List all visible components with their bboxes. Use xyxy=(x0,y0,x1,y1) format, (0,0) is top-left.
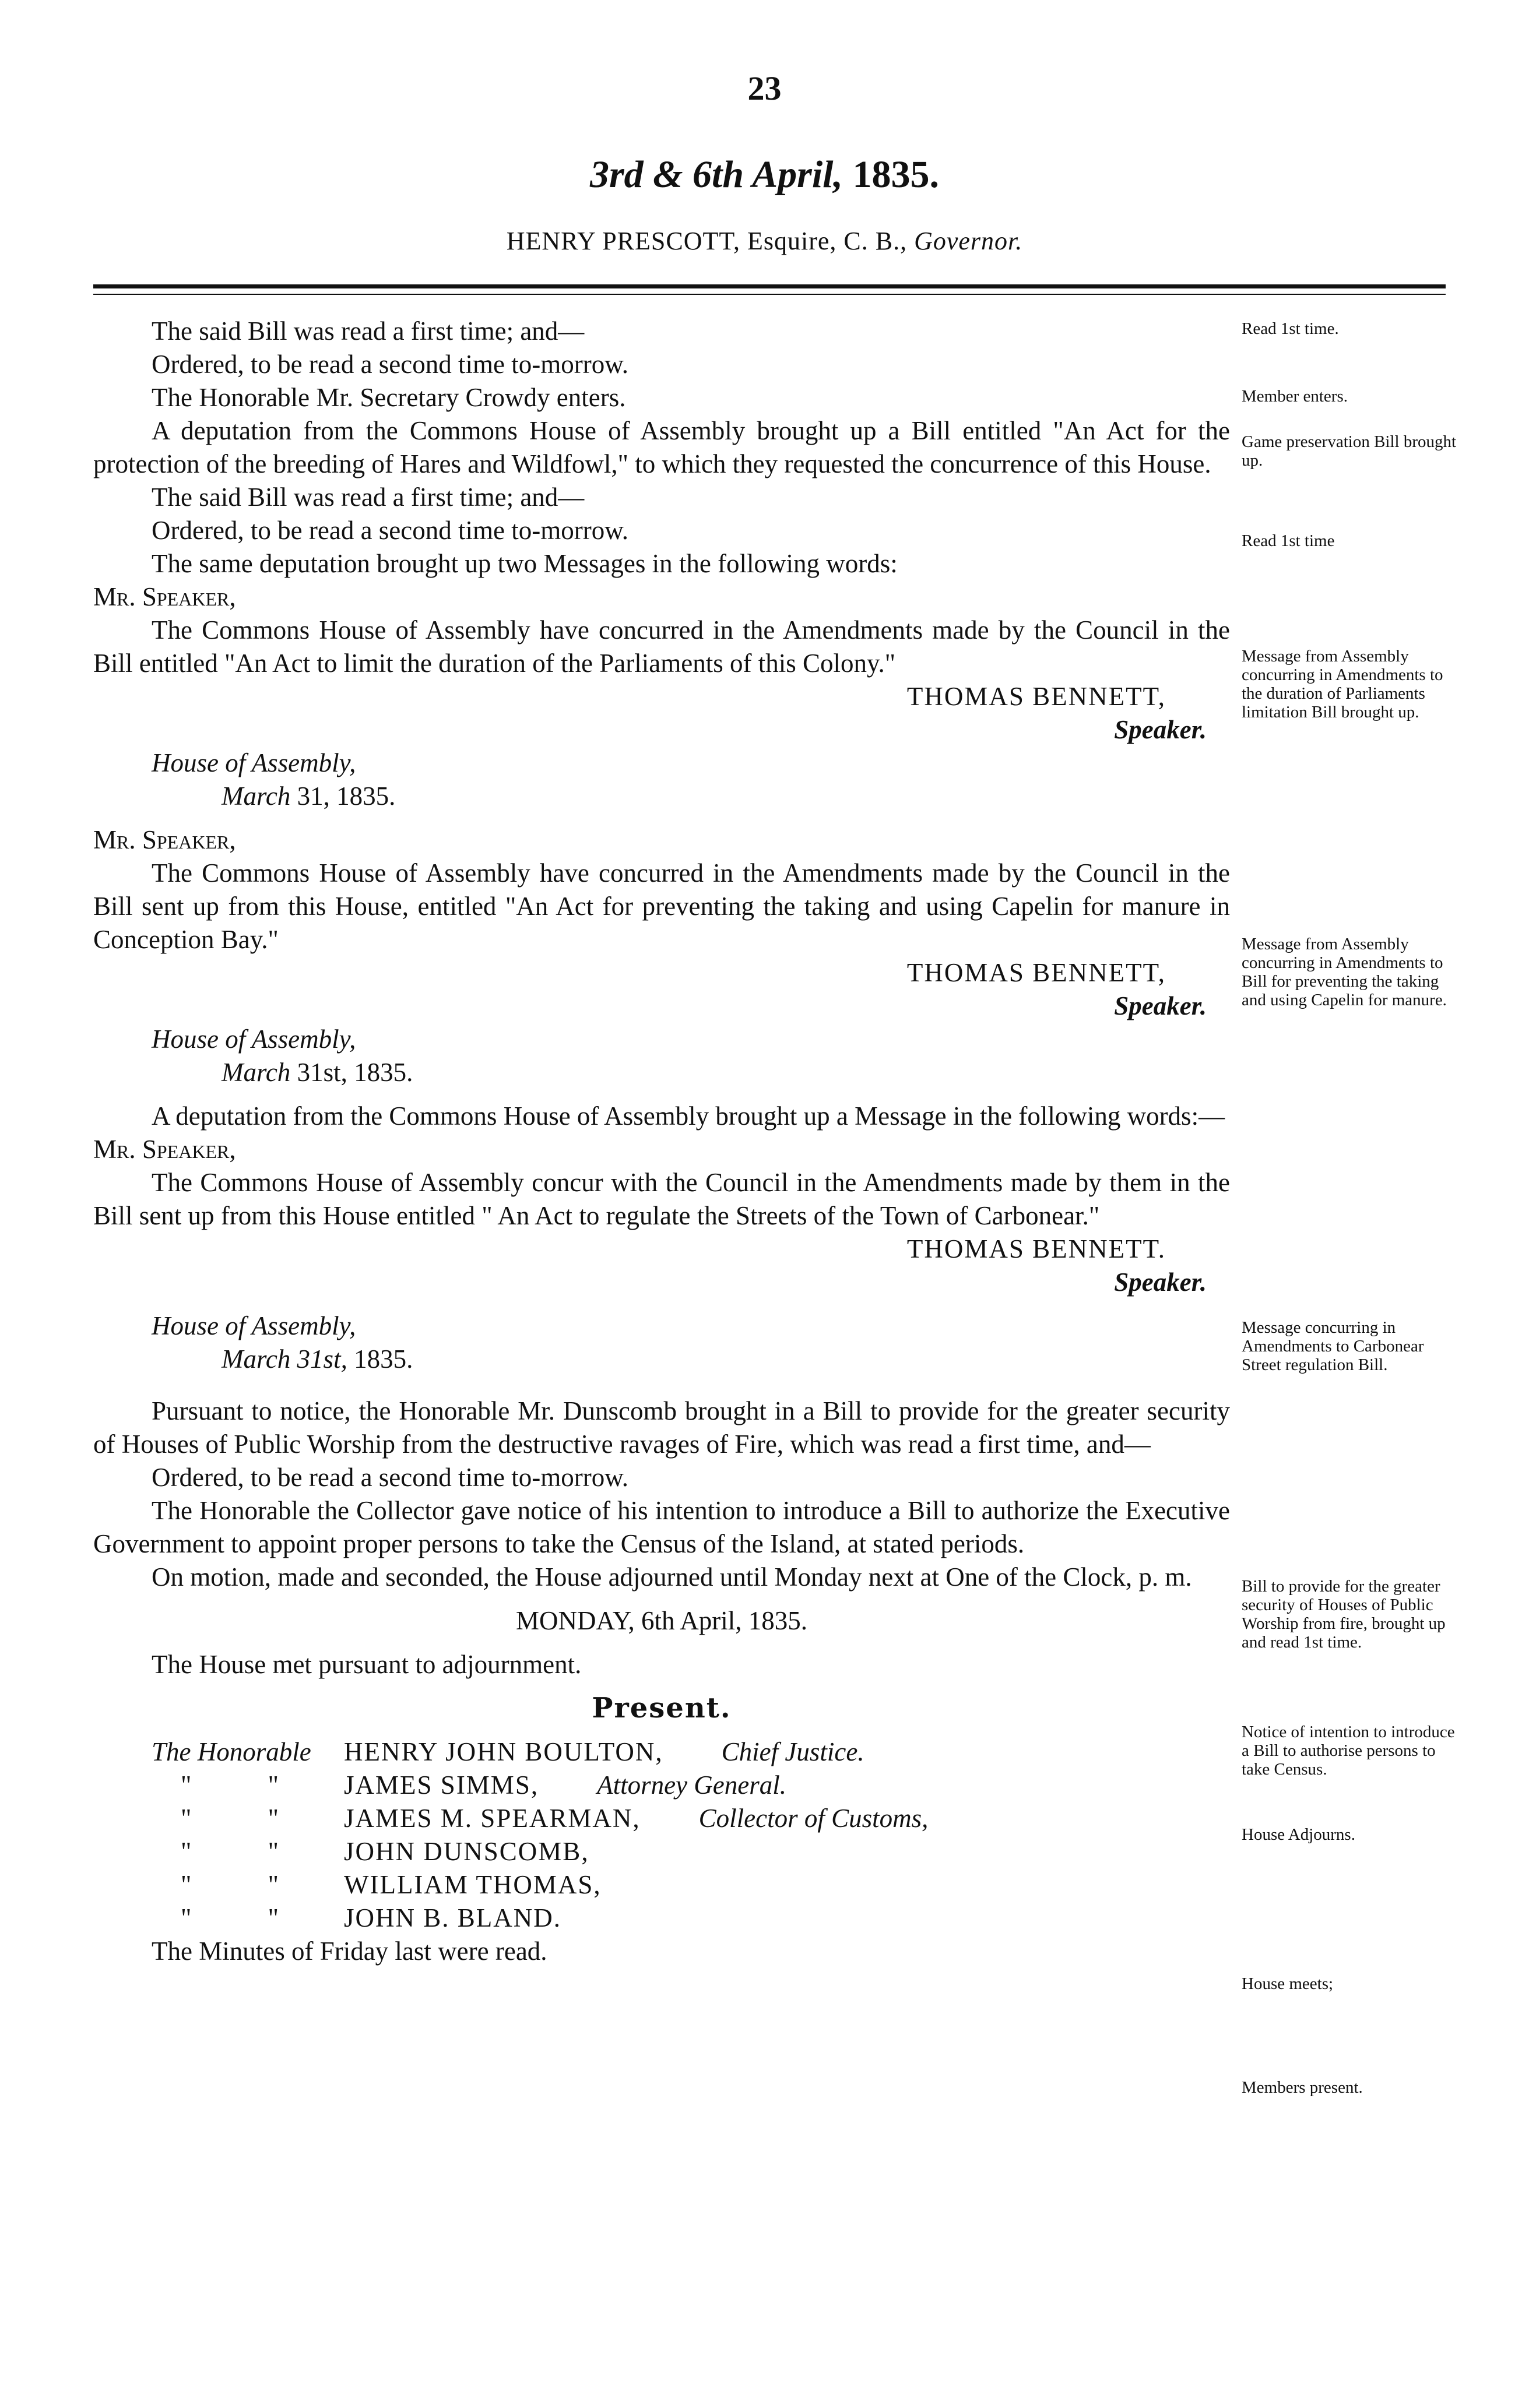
margin-note: House meets; xyxy=(1242,1974,1334,1993)
ditto-mark: " " xyxy=(181,1870,314,1899)
present-heading: Present. xyxy=(592,1692,732,1724)
members-list xyxy=(93,1735,1230,1935)
message-signer-title: Speaker. xyxy=(1114,715,1207,744)
paragraph: The said Bill was read a first time; and— xyxy=(152,316,585,346)
message-house: House of Assembly, xyxy=(152,748,356,777)
paragraph: On motion, made and seconded, the House adjourned until Monday next at One of the Clock, p. m. xyxy=(152,1562,1192,1592)
message-date xyxy=(93,1056,1230,1089)
message-house: House of Assembly, xyxy=(152,1311,356,1340)
paragraph: The said Bill was read a first time; and— xyxy=(152,483,585,512)
spacer xyxy=(93,1594,1230,1604)
member-name: JAMES M. SPEARMAN, xyxy=(344,1804,641,1833)
paragraph: Pursuant to notice, the Honorable Mr. Dunscomb brought in a Bill to provide for the greater security of Houses of Public Worship from the destructive ravages of Fire, which was read a first time, and— xyxy=(93,1396,1230,1459)
member-row xyxy=(93,1735,1230,1769)
governor-name: HENRY PRESCOTT, Esquire, C. B., xyxy=(506,227,908,255)
date-heading xyxy=(0,153,1529,197)
message-text: The Commons House of Assembly concur with the Council in the Amendments made by them in the Bill sent up from this House entitled " An Act to regulate the Streets of the Town of Carbonear." xyxy=(93,1168,1230,1230)
date-heading-year: 1835. xyxy=(852,153,939,196)
message-house: House of Assembly, xyxy=(152,1025,356,1054)
spacer xyxy=(93,1376,1230,1395)
message-date-month: March xyxy=(222,781,291,811)
margin-note: Read 1st time. xyxy=(1242,319,1339,338)
monday-heading: MONDAY, 6th April, 1835. xyxy=(515,1606,808,1635)
member-role: Chief Justice. xyxy=(721,1737,864,1766)
message-date-month: March 31st, xyxy=(222,1344,347,1374)
margin-note: Member enters. xyxy=(1242,387,1348,406)
member-prefix: The Honorable xyxy=(152,1737,311,1766)
minutes-text xyxy=(93,315,1230,1968)
paragraph: Ordered, to be read a second time to-morrow. xyxy=(152,516,629,545)
member-name: JOHN DUNSCOMB, xyxy=(344,1837,589,1866)
paragraph: A deputation from the Commons House of Assembly brought up a Bill entitled "An Act for the protection of the breeding of Hares and Wildfowl," to which they requested the concurrence of this House. xyxy=(93,416,1230,478)
header-rule xyxy=(93,284,1446,288)
message-signer-title: Speaker. xyxy=(1114,1268,1207,1297)
message-signer-title: Speaker. xyxy=(1114,991,1207,1020)
ditto-mark: " " xyxy=(181,1837,314,1866)
date-heading-days: 3rd & 6th April, xyxy=(590,153,843,196)
message-date xyxy=(93,780,1230,813)
paragraph: The Honorable Mr. Secretary Crowdy enters. xyxy=(152,383,626,412)
member-name: WILLIAM THOMAS, xyxy=(344,1870,602,1899)
governor-title: Governor. xyxy=(914,227,1023,255)
member-row xyxy=(93,1835,1230,1868)
margin-note: House Adjourns. xyxy=(1242,1825,1355,1844)
margin-note: Read 1st time xyxy=(1242,531,1335,550)
spacer xyxy=(93,1681,1230,1692)
member-row xyxy=(93,1769,1230,1802)
message-salutation: Mr. Speaker, xyxy=(93,825,236,854)
ditto-mark: " " xyxy=(181,1804,314,1833)
message-salutation: Mr. Speaker, xyxy=(93,582,236,611)
ditto-mark: " " xyxy=(181,1770,314,1800)
margin-note: Message concurring in Amendments to Carbonear Street regulation Bill. xyxy=(1242,1318,1424,1374)
message-date-day: 1835. xyxy=(354,1344,413,1374)
message-text: The Commons House of Assembly have concurred in the Amendments made by the Council in the Bill sent up from this House, entitled "An Act for preventing the taking and using Capelin for manure in Conception Bay." xyxy=(93,858,1230,954)
spacer xyxy=(93,1299,1230,1309)
member-name: JOHN B. BLAND. xyxy=(344,1903,562,1932)
paragraph: A deputation from the Commons House of Assembly brought up a Message in the following words:— xyxy=(152,1101,1225,1131)
spacer xyxy=(93,813,1230,823)
member-row xyxy=(93,1902,1230,1935)
spacer xyxy=(93,1725,1230,1735)
message-signer: THOMAS BENNETT, xyxy=(906,682,1166,711)
member-name: JAMES SIMMS, xyxy=(344,1770,539,1800)
message-signer: THOMAS BENNETT. xyxy=(906,1234,1166,1263)
paragraph: Ordered, to be read a second time to-morrow. xyxy=(152,1463,629,1492)
member-name: HENRY JOHN BOULTON, xyxy=(344,1737,663,1766)
margin-note: Bill to provide for the greater security of Houses of Public Worship from fire, brought up and read 1st time. xyxy=(1242,1577,1446,1652)
margin-note: Game preservation Bill brought up. xyxy=(1242,432,1457,470)
ditto-mark: " " xyxy=(181,1903,314,1932)
margin-note: Message from Assembly concurring in Amendments to the duration of Parliaments limitation Bill brought up. xyxy=(1242,647,1443,721)
member-role: Collector of Customs, xyxy=(698,1804,929,1833)
member-row xyxy=(93,1868,1230,1902)
margin-note: Notice of intention to introduce a Bill to authorise persons to take Census. xyxy=(1242,1723,1455,1779)
paragraph: The House met pursuant to adjournment. xyxy=(152,1650,582,1679)
header-rule-thin xyxy=(93,294,1446,295)
message-signer: THOMAS BENNETT, xyxy=(906,958,1166,987)
page-number: 23 xyxy=(747,69,782,107)
message-date xyxy=(93,1343,1230,1376)
message-date-day: 31st, 1835. xyxy=(297,1058,413,1087)
governor-line xyxy=(0,226,1529,256)
message-date-day: 31, 1835. xyxy=(297,781,396,811)
spacer xyxy=(93,1089,1230,1100)
paragraph: Ordered, to be read a second time to-morrow. xyxy=(152,350,629,379)
message-salutation: Mr. Speaker, xyxy=(93,1135,236,1164)
message-date-month: March xyxy=(222,1058,291,1087)
message-text: The Commons House of Assembly have concurred in the Amendments made by the Council in the Bill entitled "An Act to limit the duration of the Parliaments of this Colony." xyxy=(93,615,1230,678)
paragraph: The Honorable the Collector gave notice of his intention to introduce a Bill to authorize the Executive Government to appoint proper persons to take the Census of the Island, at stated periods. xyxy=(93,1496,1230,1558)
member-role: Attorney General. xyxy=(597,1770,787,1800)
member-row xyxy=(93,1802,1230,1835)
margin-note: Message from Assembly concurring in Amendments to Bill for preventing the taking and using Capelin for manure. xyxy=(1242,935,1447,1009)
margin-note: Members present. xyxy=(1242,2078,1363,2097)
spacer xyxy=(93,1638,1230,1648)
paragraph: The same deputation brought up two Messages in the following words: xyxy=(152,549,898,578)
paragraph: The Minutes of Friday last were read. xyxy=(152,1937,547,1966)
